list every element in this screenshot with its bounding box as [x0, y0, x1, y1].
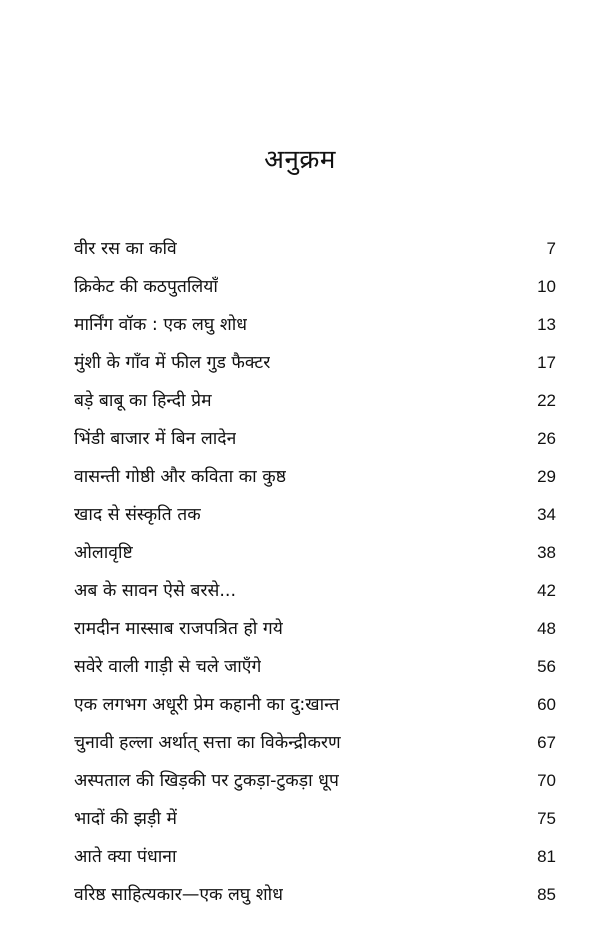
toc-entry-title: मार्निंग वॉक : एक लघु शोध	[74, 315, 248, 335]
toc-entry	[74, 610, 556, 648]
toc-entry	[74, 344, 556, 382]
toc-entry	[74, 800, 556, 838]
toc-entry-page: 70	[537, 771, 556, 790]
toc-entry-title: वीर रस का कवि	[74, 239, 177, 259]
toc-entry-title: वरिष्ठ साहित्यकार—एक लघु शोध	[74, 885, 283, 905]
toc-entry	[74, 268, 556, 306]
toc-entry	[74, 876, 556, 914]
toc-entry	[74, 496, 556, 534]
toc-entry	[74, 306, 556, 344]
toc-entry-page: 10	[537, 277, 556, 296]
toc-entry-page: 22	[537, 391, 556, 410]
toc-entry-title: एक लगभग अधूरी प्रेम कहानी का दु:खान्त	[74, 695, 340, 715]
toc-entry	[74, 762, 556, 800]
toc-entry	[74, 572, 556, 610]
toc-entry-title: भादों की झड़ी में	[74, 809, 177, 829]
table-of-contents	[74, 230, 556, 914]
contents-heading: अनुक्रम	[264, 145, 336, 175]
toc-entry	[74, 382, 556, 420]
toc-entry-title: ओलावृष्टि	[74, 543, 133, 563]
toc-entry-page: 48	[537, 619, 556, 638]
toc-entry-title: बड़े बाबू का हिन्दी प्रेम	[74, 391, 212, 411]
toc-entry	[74, 838, 556, 876]
toc-entry-title: आते क्या पंधाना	[74, 847, 177, 867]
toc-entry-page: 26	[537, 429, 556, 448]
toc-entry-title: भिंडी बाजार में बिन लादेन	[74, 429, 237, 449]
toc-entry-page: 81	[537, 847, 556, 866]
toc-entry-page: 13	[537, 315, 556, 334]
toc-entry-title: वासन्ती गोष्ठी और कविता का कुष्ठ	[74, 467, 287, 487]
toc-entry-page: 60	[537, 695, 556, 714]
toc-entry-page: 85	[537, 885, 556, 904]
toc-entry-page: 29	[537, 467, 556, 486]
toc-entry	[74, 686, 556, 724]
toc-entry-title: चुनावी हल्ला अर्थात् सत्ता का विकेन्द्रीकरण	[74, 733, 341, 753]
toc-entry-page: 38	[537, 543, 556, 562]
toc-entry-page: 56	[537, 657, 556, 676]
toc-entry-page: 75	[537, 809, 556, 828]
toc-entry-title: रामदीन मास्साब राजपत्रित हो गये	[74, 619, 283, 639]
toc-entry-page: 42	[537, 581, 556, 600]
toc-entry-title: अब के सावन ऐसे बरसे...	[74, 581, 237, 601]
toc-entry	[74, 648, 556, 686]
toc-entry-page: 7	[546, 239, 556, 258]
toc-entry	[74, 230, 556, 268]
toc-entry-title: अस्पताल की खिड़की पर टुकड़ा-टुकड़ा धूप	[74, 771, 339, 791]
toc-entry	[74, 724, 556, 762]
toc-entry-title: सवेरे वाली गाड़ी से चले जाएँगे	[74, 657, 262, 677]
toc-entry-title: क्रिकेट की कठपुतलियाँ	[74, 277, 218, 297]
toc-entry-page: 34	[537, 505, 556, 524]
toc-entry-page: 17	[537, 353, 556, 372]
toc-entry-page: 67	[537, 733, 556, 752]
toc-entry	[74, 534, 556, 572]
toc-entry	[74, 458, 556, 496]
toc-entry	[74, 420, 556, 458]
toc-entry-title: खाद से संस्कृति तक	[74, 505, 201, 525]
toc-entry-title: मुंशी के गाँव में फील गुड फैक्टर	[74, 353, 271, 373]
